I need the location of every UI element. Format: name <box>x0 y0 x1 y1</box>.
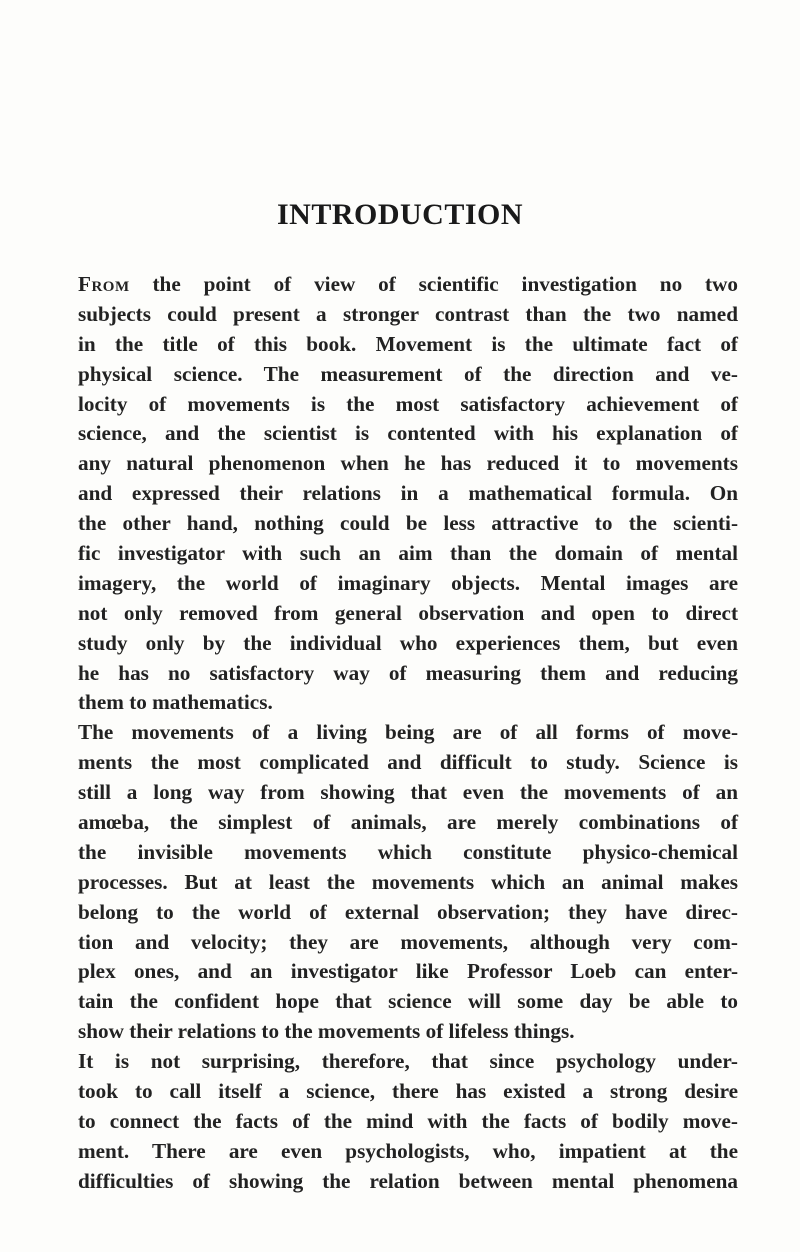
text-line: The movements of a living being are of all forms of move- <box>78 720 738 745</box>
text-line: amœba, the simplest of animals, are merely combinations of <box>78 810 738 835</box>
text-line: them to mathematics. <box>78 690 273 715</box>
text-line: science, and the scientist is contented with his explanation of <box>78 421 738 446</box>
text-line: in the title of this book. Movement is the ultimate fact of <box>78 331 738 356</box>
text-line: he has no satisfactory way of measuring them and reducing <box>78 660 738 685</box>
chapter-title: INTRODUCTION <box>276 198 524 231</box>
text-line: took to call itself a science, there has existed a strong desire <box>78 1079 738 1104</box>
text-line: tion and velocity; they are movements, although very com- <box>78 929 738 954</box>
text-line: the other hand, nothing could be less attractive to the scienti- <box>78 511 738 536</box>
text-line: any natural phenomenon when he has reduced it to movements <box>78 451 738 476</box>
text-line: study only by the individual who experiences them, but even <box>78 630 738 655</box>
text-line: still a long way from showing that even the movements of an <box>78 780 738 805</box>
text-line: belong to the world of external observation; they have direc- <box>78 899 738 924</box>
text-line: subjects could present a stronger contrast than the two named <box>78 301 738 326</box>
text-line: locity of movements is the most satisfactory achievement of <box>78 391 738 416</box>
text-line: processes. But at least the movements which an animal makes <box>78 869 738 894</box>
body-text <box>78 270 738 1197</box>
text-line: imagery, the world of imaginary objects. Mental images are <box>78 570 738 595</box>
text-line: From the point of view of scientific investigation no two <box>78 272 738 296</box>
text-line: and expressed their relations in a mathematical formula. On <box>78 481 738 506</box>
text-line: It is not surprising, therefore, that since psychology under- <box>78 1049 738 1074</box>
text-line: to connect the facts of the mind with the facts of bodily move- <box>78 1108 738 1133</box>
text-line: difficulties of showing the relation between mental phenomena <box>78 1168 738 1193</box>
text-line: fic investigator with such an aim than the domain of mental <box>78 541 738 566</box>
text-line: show their relations to the movements of lifeless things. <box>78 1019 575 1044</box>
text-line: ments the most complicated and difficult to study. Science is <box>78 750 738 775</box>
text-line: physical science. The measurement of the direction and ve- <box>78 361 738 386</box>
text-line: ment. There are even psychologists, who, impatient at the <box>78 1138 738 1163</box>
text-line: plex ones, and an investigator like Professor Loeb can enter- <box>78 959 738 984</box>
text-line: tain the confident hope that science will some day be able to <box>78 989 738 1014</box>
text-line: not only removed from general observation and open to direct <box>78 600 738 625</box>
text-line: the invisible movements which constitute physico-chemical <box>78 839 738 864</box>
drop-word: From <box>78 272 130 296</box>
